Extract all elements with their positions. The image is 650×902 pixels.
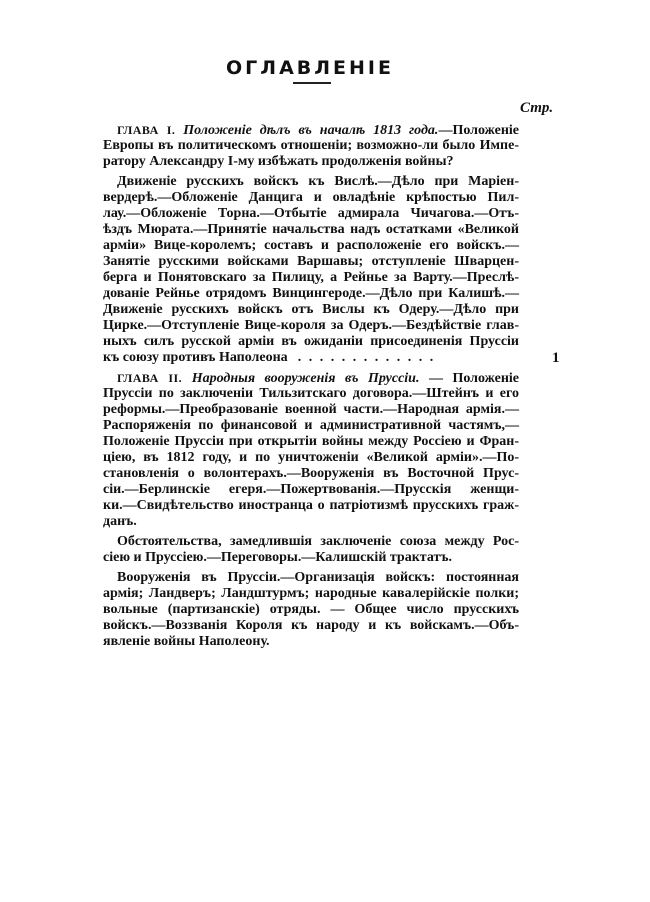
chapter-2-armaments (103, 570, 519, 650)
text-line: дованiе Рейнье отрядомъ Винцингероде.—Дѣло при Калишѣ.— (103, 286, 519, 301)
text-line: вердерѣ.—Обложенiе Данцига и овладѣнiе крѣпостью Пил- (103, 190, 519, 205)
page-title: ОГЛАВЛЕНIЕ (226, 57, 394, 79)
chapter-2-title: Народныя вооруженiя въ Пруссiи. (191, 371, 420, 386)
chapter-1-page-number[interactable]: 1 (552, 350, 560, 366)
text-line: берга и Понятовскаго за Пилицу, а Рейнье за Варту.—Преслѣ- (103, 270, 519, 285)
text-line: къ союзу противъ Наполеона (103, 350, 288, 365)
text-line: армiя; Ландверъ; Ландштурмъ; народные кавалерiйскiе полки; (103, 586, 519, 601)
chapter-2-negotiations (103, 534, 519, 566)
toc-entry-line[interactable] (103, 350, 519, 366)
text-line: Цирке.—Отступленiе Вице-короля за Одеръ.—Бездѣйствiе глав- (103, 318, 519, 333)
text-line: лау.—Обложенiе Торна.—Отбытiе адмирала Чичагова.—Отъ- (103, 206, 519, 221)
text-line: —Положенiе (438, 123, 519, 138)
leader-dots: . . . . . . . . . . . . . (297, 350, 436, 365)
chapter-1-title: Положенiе дѣлъ въ началѣ 1813 года. (183, 123, 439, 138)
text-line: — Положенiе (419, 371, 520, 386)
text-line: становленiя о волонтерахъ.—Вооруженiя въ Восточной Прус- (103, 466, 519, 481)
text-line: ныхъ силъ русской армiи въ ожиданiи присоединенiя Пруссiи (103, 334, 519, 349)
chapter-1-summary (103, 122, 519, 170)
table-of-contents (103, 122, 519, 654)
text-line: Пруссiи по заключенiи Тильзитскаго договора.—Штейнъ и его (103, 386, 519, 401)
text-line: явленiе войны Наполеону. (103, 634, 270, 649)
chapter-2-heading-line (103, 370, 519, 386)
text-line: ратору Александру I-му избѣжать продолженiя войны? (103, 154, 454, 169)
text-line: ѣздъ Мюрата.—Принятiе начальства надъ остатками «Великой (103, 222, 519, 237)
text-line: Движенiе русскихъ войскъ къ Вислѣ.—Дѣло при Марiен- (117, 174, 519, 189)
text-line: ки.—Свидѣтельство иностранца о патрiотизмѣ прусскихъ граж- (103, 498, 519, 513)
text-line: Обстоятельства, замедлившiя заключенiе союза между Рос- (117, 534, 519, 549)
text-line: данъ. (103, 514, 137, 529)
text-line: войскъ.—Воззванiя Короля къ народу и къ войскамъ.—Объ- (103, 618, 519, 633)
page-column-header: Стр. (520, 100, 554, 116)
chapter-2-label: ГЛАВА II. (117, 371, 183, 385)
chapter-1-label: ГЛАВА I. (117, 123, 176, 137)
title-divider (293, 82, 331, 84)
text-line: Распоряженiя по финансовой и административной частямъ,— (103, 418, 519, 433)
text-line: сiею и Пруссiею.—Переговоры.—Калишскiй трактатъ. (103, 550, 453, 565)
text-line: Европы въ политическомъ отношенiи; возможно-ли было Импе- (103, 138, 519, 153)
text-line: вольные (партизанскiе) отряды. — Общее число прусскихъ (103, 602, 519, 617)
text-line: Положенiе Пруссiи при открытiи войны между Россiею и Фран- (103, 434, 519, 449)
text-line: цiею, въ 1812 году, и по уничтоженiи «Великой армiи».—По- (103, 450, 519, 465)
text-line: Вооруженiя въ Пруссiи.—Организацiя войскъ: постоянная (117, 570, 519, 585)
text-line: реформы.—Преобразованiе военной части.—Народная армiя.— (103, 402, 519, 417)
chapter-2-summary (103, 370, 519, 530)
text-line: Занятiе русскими войсками Варшавы; отступленiе Шварцен- (103, 254, 519, 269)
text-line: сiи.—Берлинскiе егеря.—Пожертвованiя.—Прусскiя женщи- (103, 482, 519, 497)
chapter-1-heading-line (103, 122, 519, 138)
text-line: Движенiе русскихъ войскъ отъ Вислы къ Одеру.—Дѣло при (103, 302, 519, 317)
text-line: армiи» Вице-королемъ; составъ и расположенiе его войскъ.— (103, 238, 519, 253)
chapter-1-contents (103, 174, 519, 366)
